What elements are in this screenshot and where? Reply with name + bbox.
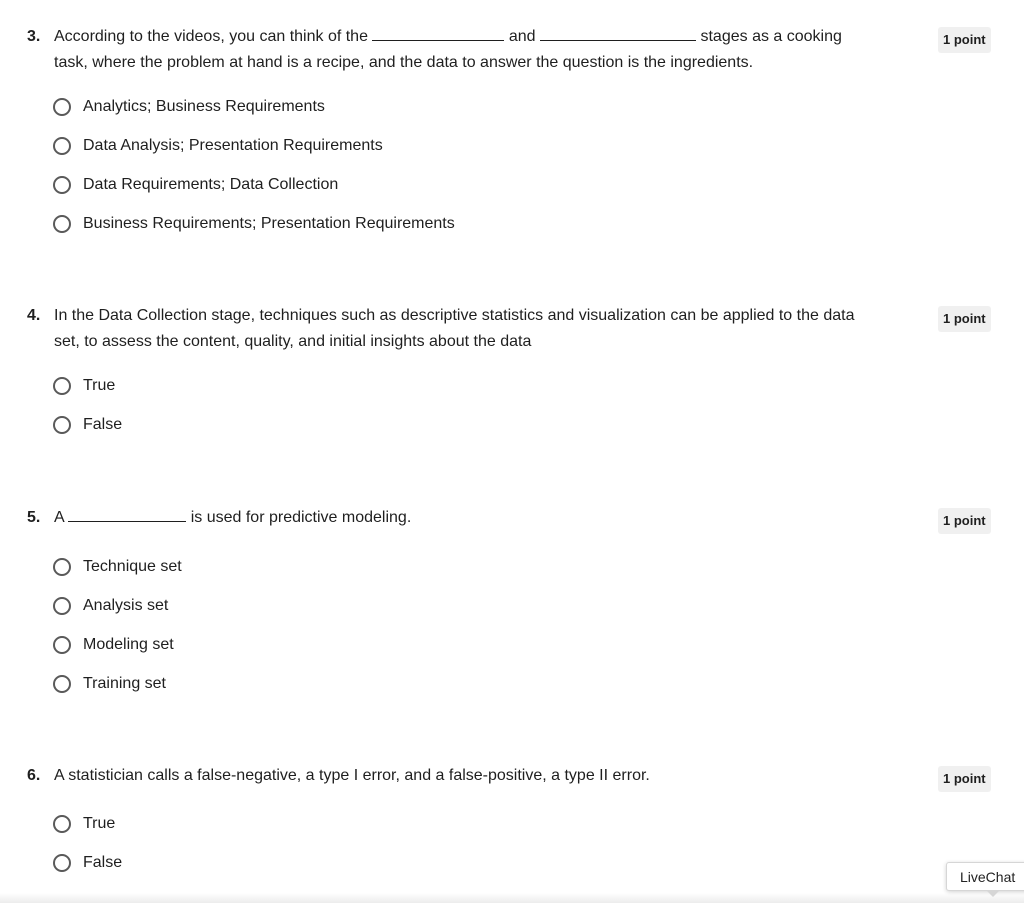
points-badge: 1 point (938, 27, 991, 53)
answer-option[interactable] (53, 672, 166, 696)
answer-blank (68, 507, 186, 522)
question-text-part: According to the videos, you can think of the (54, 28, 368, 45)
answer-option[interactable] (53, 212, 455, 236)
answer-blank (372, 26, 504, 41)
answer-option[interactable] (53, 173, 338, 197)
answer-option[interactable] (53, 413, 122, 437)
points-badge: 1 point (938, 766, 991, 792)
points-badge: 1 point (938, 508, 991, 534)
radio-button[interactable] (53, 176, 71, 194)
question-number: 4. (27, 307, 41, 324)
option-label[interactable]: Modeling set (83, 636, 174, 653)
radio-button[interactable] (53, 558, 71, 576)
option-label[interactable]: True (83, 815, 116, 832)
radio-button[interactable] (53, 416, 71, 434)
question-text-part: is used for predictive modeling. (190, 509, 412, 526)
radio-button[interactable] (53, 98, 71, 116)
radio-button[interactable] (53, 597, 71, 615)
radio-button[interactable] (53, 675, 71, 693)
question-text (54, 505, 874, 531)
bottom-shade (0, 893, 1024, 903)
option-label[interactable]: Analysis set (83, 597, 169, 614)
option-label[interactable]: True (83, 377, 116, 394)
question-text-part: stages as a cooking task, where the problem at hand is a recipe, and the data to answer the question is the ingredients. (54, 28, 842, 71)
answer-option[interactable] (53, 812, 115, 836)
option-label[interactable]: Data Requirements; Data Collection (83, 176, 339, 193)
question-number: 3. (27, 28, 41, 45)
radio-button[interactable] (53, 854, 71, 872)
answer-option[interactable] (53, 555, 182, 579)
question-number: 5. (27, 509, 41, 526)
answer-option[interactable] (53, 851, 122, 875)
question-text: A statistician calls a false-negative, a type I error, and a false-positive, a type II error. (54, 767, 650, 784)
question-number: 6. (27, 767, 41, 784)
option-label[interactable]: Training set (83, 675, 166, 692)
radio-button[interactable] (53, 377, 71, 395)
radio-button[interactable] (53, 215, 71, 233)
option-label[interactable]: Business Requirements; Presentation Requirements (83, 215, 455, 232)
radio-button[interactable] (53, 815, 71, 833)
option-label[interactable]: Technique set (83, 558, 182, 575)
option-label[interactable]: False (83, 854, 123, 871)
answer-blank (540, 26, 696, 41)
livechat-button[interactable]: LiveChat (946, 862, 1024, 891)
answer-option[interactable] (53, 134, 383, 158)
question-text-part: A (54, 509, 64, 526)
answer-option[interactable] (53, 374, 115, 398)
question-text-part: and (508, 28, 536, 45)
question-text (54, 24, 874, 76)
answer-option[interactable] (53, 633, 174, 657)
radio-button[interactable] (53, 636, 71, 654)
livechat-tail (986, 890, 1000, 897)
answer-option[interactable] (53, 594, 168, 618)
option-label[interactable]: Analytics; Business Requirements (83, 98, 325, 115)
option-label[interactable]: False (83, 416, 123, 433)
points-badge: 1 point (938, 306, 991, 332)
question-text: In the Data Collection stage, techniques such as descriptive statistics and visualization can be applied to the data set, to assess the content, quality, and initial insights about the data (54, 307, 855, 350)
option-label[interactable]: Data Analysis; Presentation Requirements (83, 137, 383, 154)
radio-button[interactable] (53, 137, 71, 155)
answer-option[interactable] (53, 95, 325, 119)
